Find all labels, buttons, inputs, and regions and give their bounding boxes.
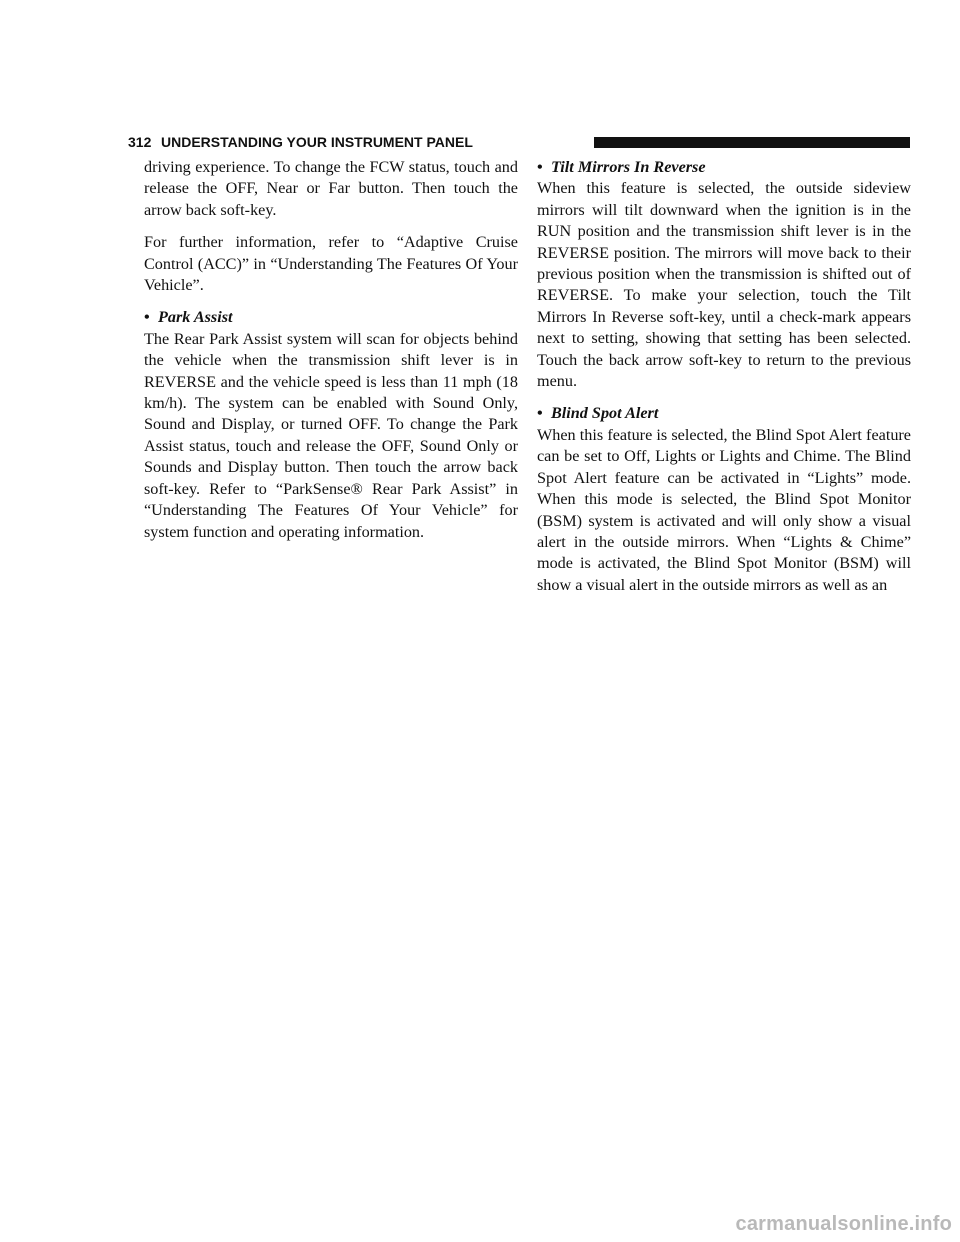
bullet-icon: • xyxy=(537,404,543,423)
tilt-mirrors-body: When this feature is selected, the outside sideview mirrors will tilt downward when the ignition is in the RUN position and the transmission shift lever is in the REVERSE position. The mirrors will move back to their previous position when the transmission is shifted out of REVERSE. To make your selection, touch the Tilt Mirrors In Reverse soft-key, until a check-mark appears next to setting, showing that setting has been selected. Touch the back arrow soft-key to return to the previous menu. xyxy=(537,179,911,391)
acc-reference-paragraph: For further information, refer to “Adaptive Cruise Control (ACC)” in “Understanding The Features Of Your Vehicle”. xyxy=(144,233,518,295)
park-assist-body: The Rear Park Assist system will scan for objects behind the vehicle when the transmission shift lever is in REVERSE and the vehicle speed is less than 11 mph (18 km/h). The system can be enabled with Sound Only, Sound and Display, or turned OFF. To change the Park Assist status, touch and release the OFF, Sound Only or Sounds and Display button. Then touch the arrow back soft-key. Refer to “ParkSense® Rear Park Assist” in “Understanding The Features Of Your Vehicle” for system function and operating information. xyxy=(144,329,518,541)
blind-spot-heading xyxy=(537,403,911,424)
park-assist-heading-text: Park Assist xyxy=(158,308,233,327)
park-assist-heading xyxy=(144,307,518,328)
blind-spot-heading-text: Blind Spot Alert xyxy=(551,404,659,423)
bullet-icon: • xyxy=(144,308,150,327)
section-title: UNDERSTANDING YOUR INSTRUMENT PANEL xyxy=(161,134,473,150)
header-rule xyxy=(594,137,910,148)
watermark: carmanualsonline.info xyxy=(735,1213,952,1235)
page-number: 312 xyxy=(128,134,152,150)
left-column xyxy=(144,157,518,554)
right-column xyxy=(537,157,911,607)
tilt-mirrors-heading xyxy=(537,157,911,178)
tilt-mirrors-heading-text: Tilt Mirrors In Reverse xyxy=(551,158,706,176)
fcw-paragraph: driving experience. To change the FCW status, touch and release the OFF, Near or Far button. Then touch the arrow back soft-key. xyxy=(144,158,518,219)
page-header xyxy=(128,133,910,151)
bullet-icon: • xyxy=(537,158,543,176)
blind-spot-body: When this feature is selected, the Blind Spot Alert feature can be set to Off, Lights or Lights and Chime. The Blind Spot Alert feature can be activated in “Lights” mode. When this mode is selected, the Blind Spot Monitor (BSM) system is activated and will only show a visual alert in the outside mirrors. When “Lights & Chime” mode is activated, the Blind Spot Monitor (BSM) will show a visual alert in the outside mirrors as well as an xyxy=(537,425,911,594)
